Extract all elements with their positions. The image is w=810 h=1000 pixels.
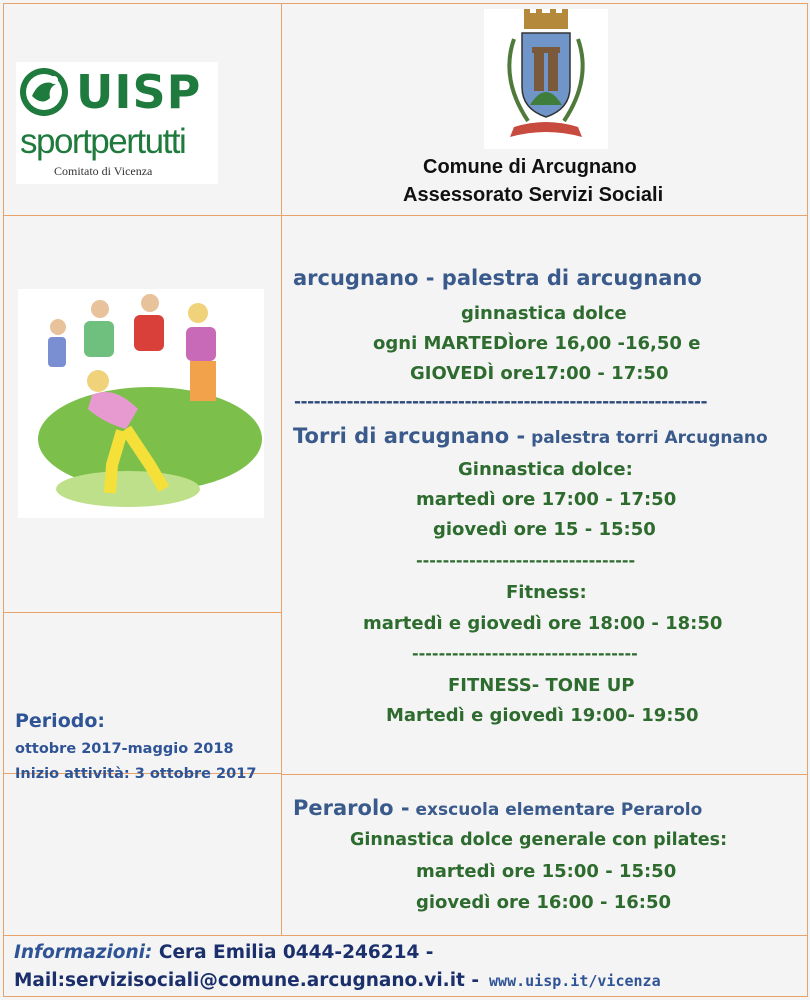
separator-line: --------------------------------------------------------------- xyxy=(294,392,708,412)
comune-title xyxy=(403,153,803,209)
uisp-logo xyxy=(16,62,218,184)
gymnastics-group-icon xyxy=(18,289,264,518)
separator-short-2: ---------------------------------- xyxy=(412,644,638,663)
empty-cell xyxy=(3,773,282,936)
torri-schedule-2: giovedì ore 15 - 15:50 xyxy=(433,519,656,540)
perarolo-place: Perarolo - xyxy=(293,796,410,820)
arcugnano-activity: ginnastica dolce xyxy=(461,303,627,324)
uisp-wordmark: UISP xyxy=(76,65,202,119)
perarolo-venue: exscuola elementare Perarolo xyxy=(409,800,703,820)
toneup-schedule: Martedì e giovedì 19:00- 19:50 xyxy=(386,705,699,726)
comune-crest xyxy=(484,9,608,149)
footer-info xyxy=(14,942,433,963)
torri-place: Torri di arcugnano - xyxy=(293,424,526,448)
perarolo-schedule-2: giovedì ore 16:00 - 16:50 xyxy=(416,892,671,913)
fitness-schedule: martedì e giovedì ore 18:00 - 18:50 xyxy=(363,613,723,634)
uisp-comitato: Comitato di Vicenza xyxy=(54,164,153,178)
arcugnano-heading: arcugnano - palestra di arcugnano xyxy=(293,266,702,290)
uisp-runner-icon xyxy=(18,66,70,118)
torri-activity: Ginnastica dolce: xyxy=(458,459,633,480)
torri-venue: palestra torri Arcugnano xyxy=(525,428,768,448)
perarolo-activity: Ginnastica dolce generale con pilates: xyxy=(350,830,728,850)
assessorato-name: Assessorato Servizi Sociali xyxy=(403,184,664,206)
info-label: Informazioni: xyxy=(14,942,153,963)
mail-address[interactable]: Mail:servizisociali@comune.arcugnano.vi.it - xyxy=(14,970,480,991)
perarolo-schedule-1: martedì ore 15:00 - 15:50 xyxy=(416,861,677,882)
periodo-start: Inizio attività: 3 ottobre 2017 xyxy=(15,766,257,782)
arcugnano-schedule-2: GIOVEDÌ ore17:00 - 17:50 xyxy=(410,363,669,384)
info-contact: Cera Emilia 0444-246214 - xyxy=(152,942,434,963)
footer-mail xyxy=(14,970,661,991)
comune-name: Comune di Arcugnano xyxy=(423,156,637,178)
torri-schedule-1: martedì ore 17:00 - 17:50 xyxy=(416,489,677,510)
periodo-title: Periodo: xyxy=(15,710,105,732)
arcugnano-schedule-1: ogni MARTEDÌore 16,00 -16,50 e xyxy=(373,333,701,354)
periodo-range: ottobre 2017-maggio 2018 xyxy=(15,741,234,757)
perarolo-heading xyxy=(293,796,702,820)
coat-of-arms-icon xyxy=(484,9,608,149)
fitness-title: Fitness: xyxy=(506,582,587,603)
torri-heading xyxy=(293,424,768,448)
website-link[interactable]: www.uisp.it/vicenza xyxy=(489,972,661,990)
toneup-title: FITNESS- TONE UP xyxy=(448,675,635,696)
separator-short-1: --------------------------------- xyxy=(416,551,636,570)
uisp-tagline: sportpertutti xyxy=(20,122,186,161)
exercise-clipart xyxy=(18,289,264,518)
